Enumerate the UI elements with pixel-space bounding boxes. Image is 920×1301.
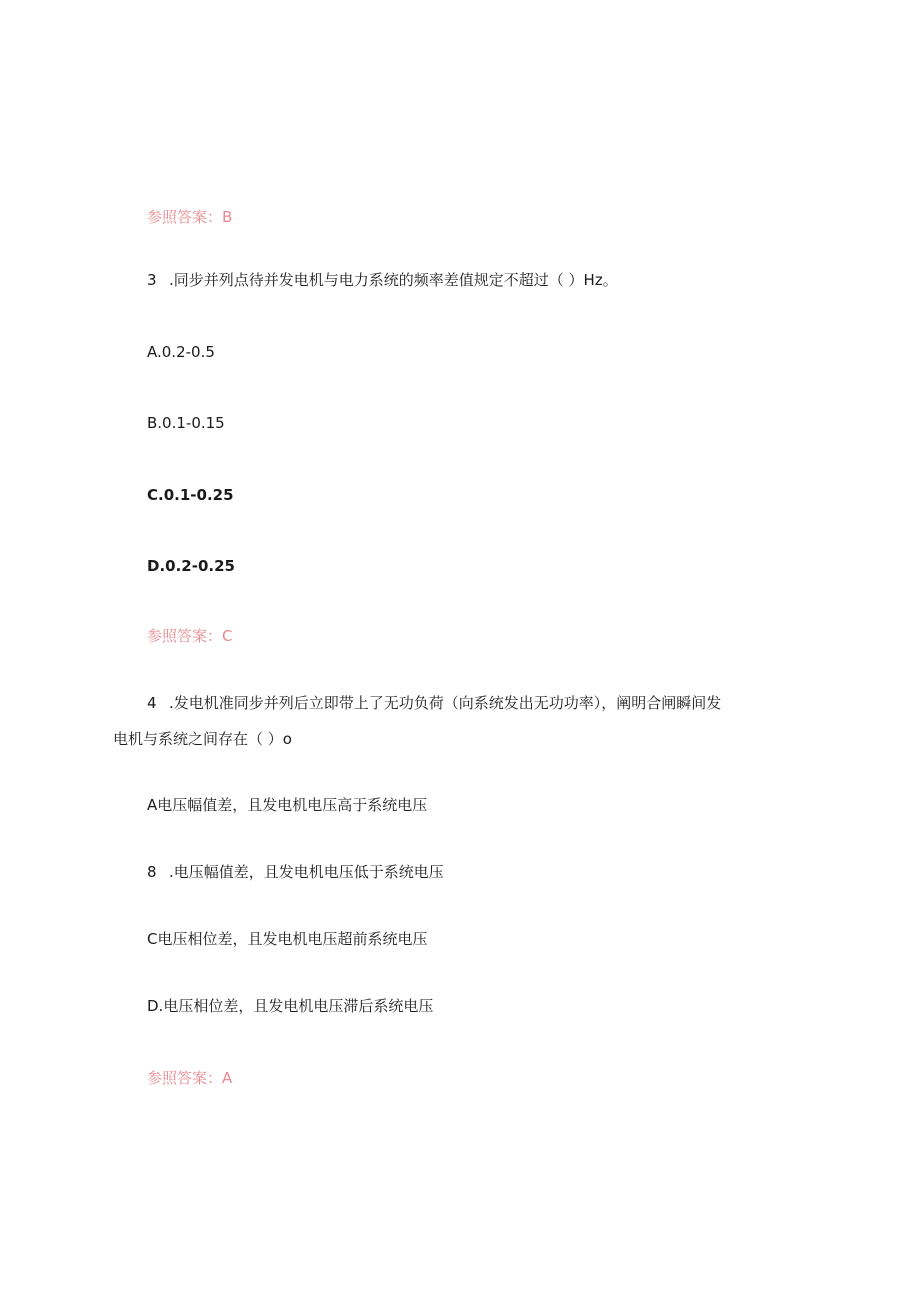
question-3-text: .同步并列点待并发电机与电力系统的频率差值规定不超过（ ）Hz。 bbox=[169, 271, 618, 289]
q4-option-c: C电压相位差，且发电机电压超前系统电压 bbox=[147, 930, 428, 948]
question-4-line-2: 电机与系统之间存在（ ）o bbox=[113, 730, 292, 748]
q3-option-d: D.0.2-0.25 bbox=[147, 557, 235, 575]
question-3 bbox=[147, 270, 618, 290]
question-4-line-1 bbox=[147, 693, 721, 713]
q4-option-d: D.电压相位差，且发电机电压滞后系统电压 bbox=[147, 997, 434, 1015]
q3-option-c: C.0.1-0.25 bbox=[147, 486, 234, 504]
q4-option-b-number: 8 bbox=[147, 863, 157, 881]
answer-q3: 参照答案：C bbox=[147, 627, 233, 645]
q3-option-b: B.0.1-0.15 bbox=[147, 414, 225, 432]
q4-option-b bbox=[147, 862, 444, 882]
q4-option-b-text: .电压幅值差，且发电机电压低于系统电压 bbox=[169, 863, 444, 881]
question-4-number: 4 bbox=[147, 694, 157, 712]
q3-option-a: A.0.2-0.5 bbox=[147, 343, 215, 361]
question-3-number: 3 bbox=[147, 271, 157, 289]
answer-previous: 参照答案：B bbox=[147, 208, 233, 226]
q4-option-a: A电压幅值差，且发电机电压高于系统电压 bbox=[147, 796, 428, 814]
answer-q4: 参照答案：A bbox=[147, 1069, 233, 1087]
question-4-text-1: .发电机准同步并列后立即带上了无功负荷（向系统发出无功功率），阐明合闸瞬间发 bbox=[169, 694, 722, 712]
